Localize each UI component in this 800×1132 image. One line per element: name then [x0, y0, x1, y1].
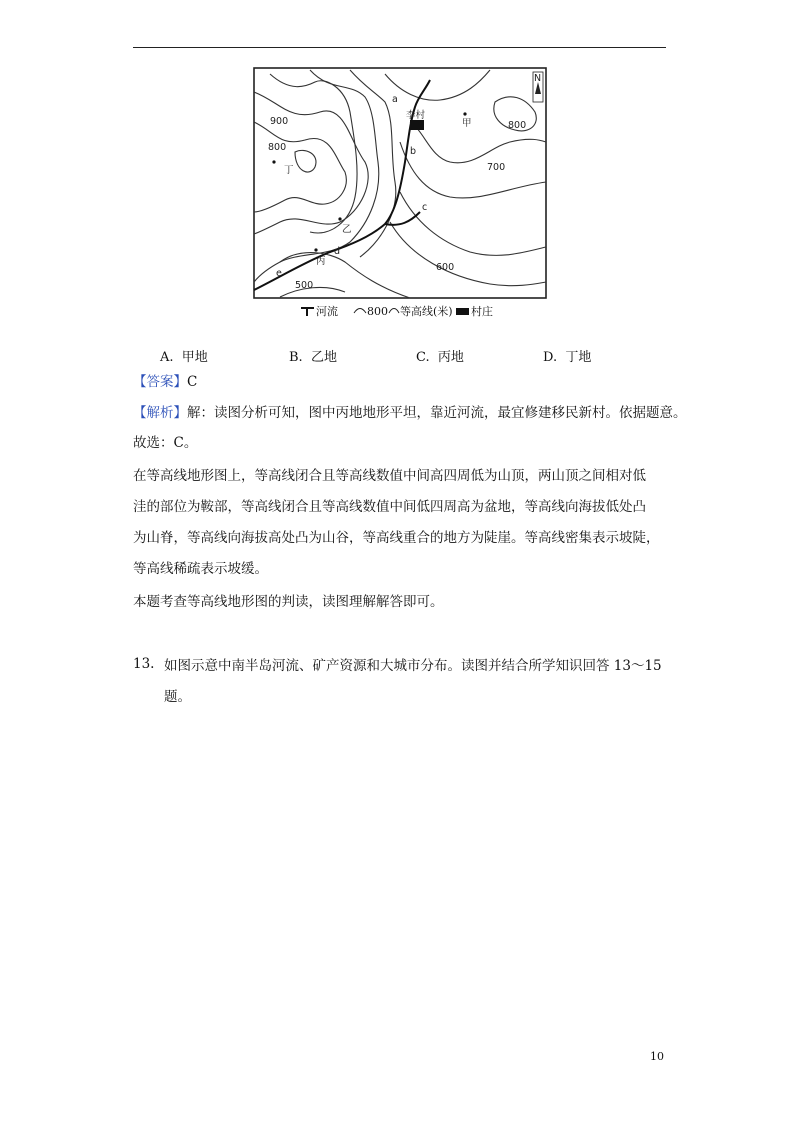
place-ding: 丁	[284, 165, 294, 176]
contour-label-500: 500	[295, 280, 314, 291]
answer-line	[133, 372, 673, 392]
contour-label-800-west: 800	[268, 142, 287, 153]
point-c: c	[422, 202, 428, 213]
analysis-conclusion: 故选：C。	[133, 435, 198, 451]
point-e: e	[276, 268, 282, 279]
village-symbol-icon	[455, 305, 471, 317]
answer-value: C	[187, 374, 198, 390]
explanation-line-3: 为山脊，等高线向海拔高处凸为山谷，等高线重合的地方为陡崖。等高线密集表示坡陡，	[133, 530, 660, 546]
point-a: a	[392, 94, 398, 105]
next-question-line-2: 题。	[164, 689, 191, 705]
legend-river: 河流	[300, 303, 338, 319]
contour-label-900: 900	[270, 116, 289, 127]
analysis-tag: 【解析】	[133, 405, 187, 421]
river-symbol-icon	[300, 305, 316, 317]
contour-map	[250, 62, 550, 302]
explanation-line-2: 洼的部位为鞍部，等高线闭合且等高线数值中间低四周高为盆地，等高线向海拔低处凸	[133, 499, 646, 515]
north-label: N	[534, 73, 542, 84]
village-marker	[410, 120, 424, 130]
next-question-line-1: 如图示意中南半岛河流、矿产资源和大城市分布。读图并结合所学知识回答 13～15	[164, 658, 662, 674]
map-frame	[254, 68, 546, 298]
option-b: B. 乙地	[289, 350, 337, 365]
map-legend	[250, 301, 550, 319]
explanation-line-1: 在等高线地形图上，等高线闭合且等高线数值中间高四周低为山顶，两山顶之间相对低	[133, 468, 646, 484]
summary-line: 本题考查等高线地形图的判读，读图理解解答即可。	[133, 594, 444, 610]
contour-label-600: 600	[436, 262, 455, 273]
place-bing: 丙	[316, 256, 326, 267]
place-village: 李村	[406, 110, 426, 121]
page-number: 10	[650, 1050, 664, 1063]
place-yi: 乙	[342, 224, 352, 235]
legend-village: 村庄	[455, 303, 493, 319]
explanation-line-4: 等高线稀疏表示坡缓。	[133, 561, 268, 577]
contour-symbol-icon	[353, 305, 367, 317]
answer-tag: 【答案】	[133, 374, 187, 390]
legend-contour: 800 等高线(米)	[353, 303, 453, 319]
point-d: d	[334, 246, 341, 257]
north-arrow	[533, 72, 543, 102]
option-a: A. 甲地	[160, 350, 208, 365]
point-b: b	[410, 146, 417, 157]
place-jia: 甲	[462, 118, 472, 129]
next-question-number: 13.	[133, 656, 155, 672]
contour-label-700: 700	[487, 162, 506, 173]
contour-label-800-east: 800	[508, 120, 527, 131]
answer-options	[0, 346, 800, 366]
header-rule	[133, 47, 666, 48]
option-d: D. 丁地	[543, 350, 592, 365]
contour-symbol-tail-icon	[388, 305, 400, 317]
analysis-line: 【解析】解：读图分析可知，图中丙地地形平坦，靠近河流，最宜修建移民新村。依据题意。	[133, 405, 687, 421]
option-c: C. 丙地	[416, 350, 464, 365]
